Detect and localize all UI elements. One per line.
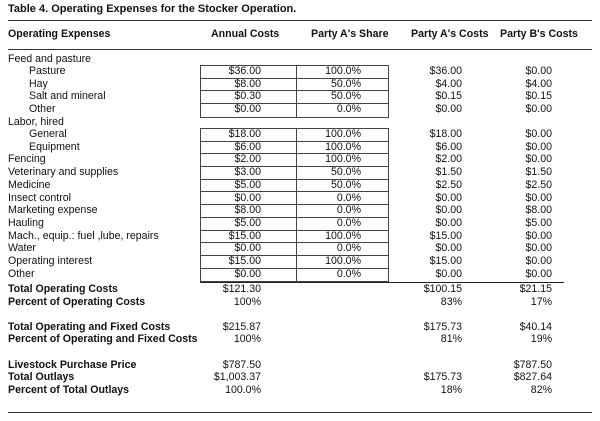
totals-row [0,296,600,309]
party-a-share-cell[interactable]: 100.0% [325,140,361,153]
party-b-cost-cell: $0.00 [525,128,552,140]
party-b-total-cell: 19% [530,333,552,346]
party-a-cost-cell: $18.00 [429,128,462,140]
totals-label: Livestock Purchase Price [8,358,137,371]
party-a-cost-cell: $6.00 [435,140,462,153]
party-a-share-cell[interactable]: 100.0% [325,153,361,166]
annual-cost-cell[interactable]: $15.00 [228,229,261,242]
annual-cost-cell[interactable]: $0.00 [234,267,261,280]
annual-cost-cell[interactable]: $0.00 [234,242,261,255]
party-a-cost-cell: $0.00 [435,191,462,204]
party-b-cost-cell: $0.00 [525,229,552,242]
party-b-cost-cell: $0.15 [525,90,552,103]
annual-cost-cell[interactable]: $8.00 [234,204,261,217]
party-a-cost-cell: $15.00 [429,229,462,242]
totals-label: Total Operating Costs [8,282,118,295]
header-party-b-costs: Party B's Costs [500,28,578,40]
party-b-total-cell: $21.15 [519,282,552,295]
party-b-cost-cell: $0.00 [525,267,552,280]
party-a-total-cell: $175.73 [423,320,462,333]
party-b-total-cell: $787.50 [513,358,552,371]
party-a-share-cell[interactable]: 100.0% [325,65,361,77]
row-label: Hauling [8,216,44,229]
annual-total-cell: 100.0% [225,383,261,396]
party-b-cost-cell: $4.00 [525,77,552,90]
header-rule [8,49,592,50]
party-a-cost-cell: $0.00 [435,103,462,116]
party-a-total-cell: 81% [440,333,462,346]
party-a-share-cell[interactable]: 0.0% [336,267,361,280]
party-b-cost-cell: $2.50 [525,178,552,191]
table-row [0,192,600,205]
party-a-cost-cell: $36.00 [429,65,462,77]
table-title: Table 4. Operating Expenses for the Stocker Operation. [8,3,297,15]
table-row [0,65,600,78]
row-label: Equipment [29,140,80,153]
row-label: Water [8,242,36,255]
table-row [0,90,600,103]
annual-total-cell: $215.87 [222,320,261,333]
party-b-cost-cell: $0.00 [525,103,552,116]
party-a-share-cell[interactable]: 0.0% [336,242,361,255]
annual-total-cell: $1,003.37 [213,371,261,384]
group-label: Feed and pasture [8,53,92,65]
totals-label: Percent of Total Outlays [8,383,130,396]
party-a-total-cell: $175.73 [423,371,462,384]
totals-row [0,321,600,334]
party-a-total-cell: $100.15 [423,282,462,295]
annual-cost-cell[interactable]: $5.00 [234,216,261,229]
annual-cost-cell[interactable]: $0.00 [234,103,261,116]
table-row [0,204,600,217]
party-a-share-cell[interactable]: 50.0% [330,77,361,90]
table-row [0,128,600,141]
party-a-share-cell[interactable]: 0.0% [336,191,361,204]
group-label: Labor, hired [8,116,64,128]
table-row [0,153,600,166]
party-a-share-cell[interactable]: 100.0% [325,255,361,267]
table-row [0,230,600,243]
row-label: Insect control [8,191,72,204]
row-label: Salt and mineral [29,90,106,103]
party-b-total-cell: $40.14 [519,320,552,333]
table-row [0,78,600,91]
row-label: Other [8,267,35,280]
party-b-cost-cell: $0.00 [525,255,552,267]
totals-label: Percent of Operating and Fixed Costs [8,333,198,346]
annual-cost-cell[interactable]: $5.00 [234,178,261,191]
party-a-share-cell[interactable]: 100.0% [325,229,361,242]
bottom-rule [8,412,592,413]
party-b-total-cell: 82% [530,383,552,396]
row-label: Marketing expense [8,204,98,217]
party-b-total-cell: 17% [530,295,552,308]
table-row [0,217,600,230]
row-label: Fencing [8,153,46,166]
annual-cost-cell[interactable]: $3.00 [234,166,261,179]
row-label: Pasture [29,65,66,77]
table-row [0,166,600,179]
party-a-cost-cell: $0.00 [435,242,462,255]
table-row [0,179,600,192]
group-row-labor [0,116,600,129]
row-label: Hay [29,77,48,90]
totals-label: Percent of Operating Costs [8,295,146,308]
party-a-cost-cell: $0.15 [435,90,462,103]
party-a-share-cell[interactable]: 0.0% [336,204,361,217]
totals-row [0,371,600,384]
party-a-total-cell: 83% [440,295,462,308]
row-label: Mach., equip.: fuel ,lube, repairs [8,229,159,242]
party-b-cost-cell: $0.00 [525,242,552,255]
row-label: General [29,128,67,140]
party-b-cost-cell: $1.50 [525,166,552,179]
table-row [0,255,600,268]
annual-cost-cell[interactable]: $0.00 [234,191,261,204]
header-operating-expenses: Operating Expenses [8,28,111,40]
party-a-share-cell[interactable]: 50.0% [330,90,361,103]
party-a-share-cell[interactable]: 50.0% [330,166,361,179]
totals-label: Total Outlays [8,371,75,384]
party-a-share-cell[interactable]: 0.0% [336,103,361,116]
annual-cost-cell[interactable]: $2.00 [234,153,261,166]
annual-cost-cell[interactable]: $0.30 [234,90,261,103]
table-row [0,242,600,255]
party-a-share-cell[interactable]: 100.0% [325,128,361,140]
party-b-cost-cell: $0.00 [525,65,552,77]
annual-total-cell: 100% [233,295,261,308]
party-b-cost-cell: $0.00 [525,153,552,166]
group-row-feed [0,53,600,66]
party-a-cost-cell: $0.00 [435,267,462,280]
annual-cost-cell[interactable]: $8.00 [234,77,261,90]
party-a-cost-cell: $1.50 [435,166,462,179]
annual-cost-cell[interactable]: $36.00 [228,65,261,77]
party-a-cost-cell: $2.50 [435,178,462,191]
party-a-cost-cell: $2.00 [435,153,462,166]
annual-cost-cell[interactable]: $18.00 [228,128,261,140]
annual-cost-cell[interactable]: $15.00 [228,255,261,267]
totals-row [0,283,600,296]
party-a-cost-cell: $15.00 [429,255,462,267]
party-b-cost-cell: $0.00 [525,191,552,204]
party-a-total-cell: 18% [440,383,462,396]
totals-row [0,384,600,397]
annual-total-cell: $787.50 [222,358,261,371]
table-row [0,103,600,116]
row-label: Veterinary and supplies [8,166,119,179]
totals-row [0,333,600,346]
annual-total-cell: 100% [233,333,261,346]
row-label: Operating interest [8,255,93,267]
header-party-a-share: Party A's Share [311,28,389,40]
row-label: Other [29,103,56,116]
annual-cost-cell[interactable]: $6.00 [234,140,261,153]
annual-total-cell: $121.30 [222,282,261,295]
row-label: Medicine [8,178,51,191]
party-a-cost-cell: $4.00 [435,77,462,90]
party-a-cost-cell: $0.00 [435,216,462,229]
party-a-share-cell[interactable]: 50.0% [330,178,361,191]
totals-row [0,359,600,372]
table-row [0,268,600,281]
totals-label: Total Operating and Fixed Costs [8,320,171,333]
party-b-cost-cell: $8.00 [525,204,552,217]
party-b-cost-cell: $0.00 [525,140,552,153]
party-b-total-cell: $827.64 [513,371,552,384]
party-b-cost-cell: $5.00 [525,216,552,229]
party-a-cost-cell: $0.00 [435,204,462,217]
header-party-a-costs: Party A's Costs [411,28,489,40]
top-rule [8,20,592,21]
party-a-share-cell[interactable]: 0.0% [336,216,361,229]
table-row [0,141,600,154]
header-annual-costs: Annual Costs [211,28,280,40]
